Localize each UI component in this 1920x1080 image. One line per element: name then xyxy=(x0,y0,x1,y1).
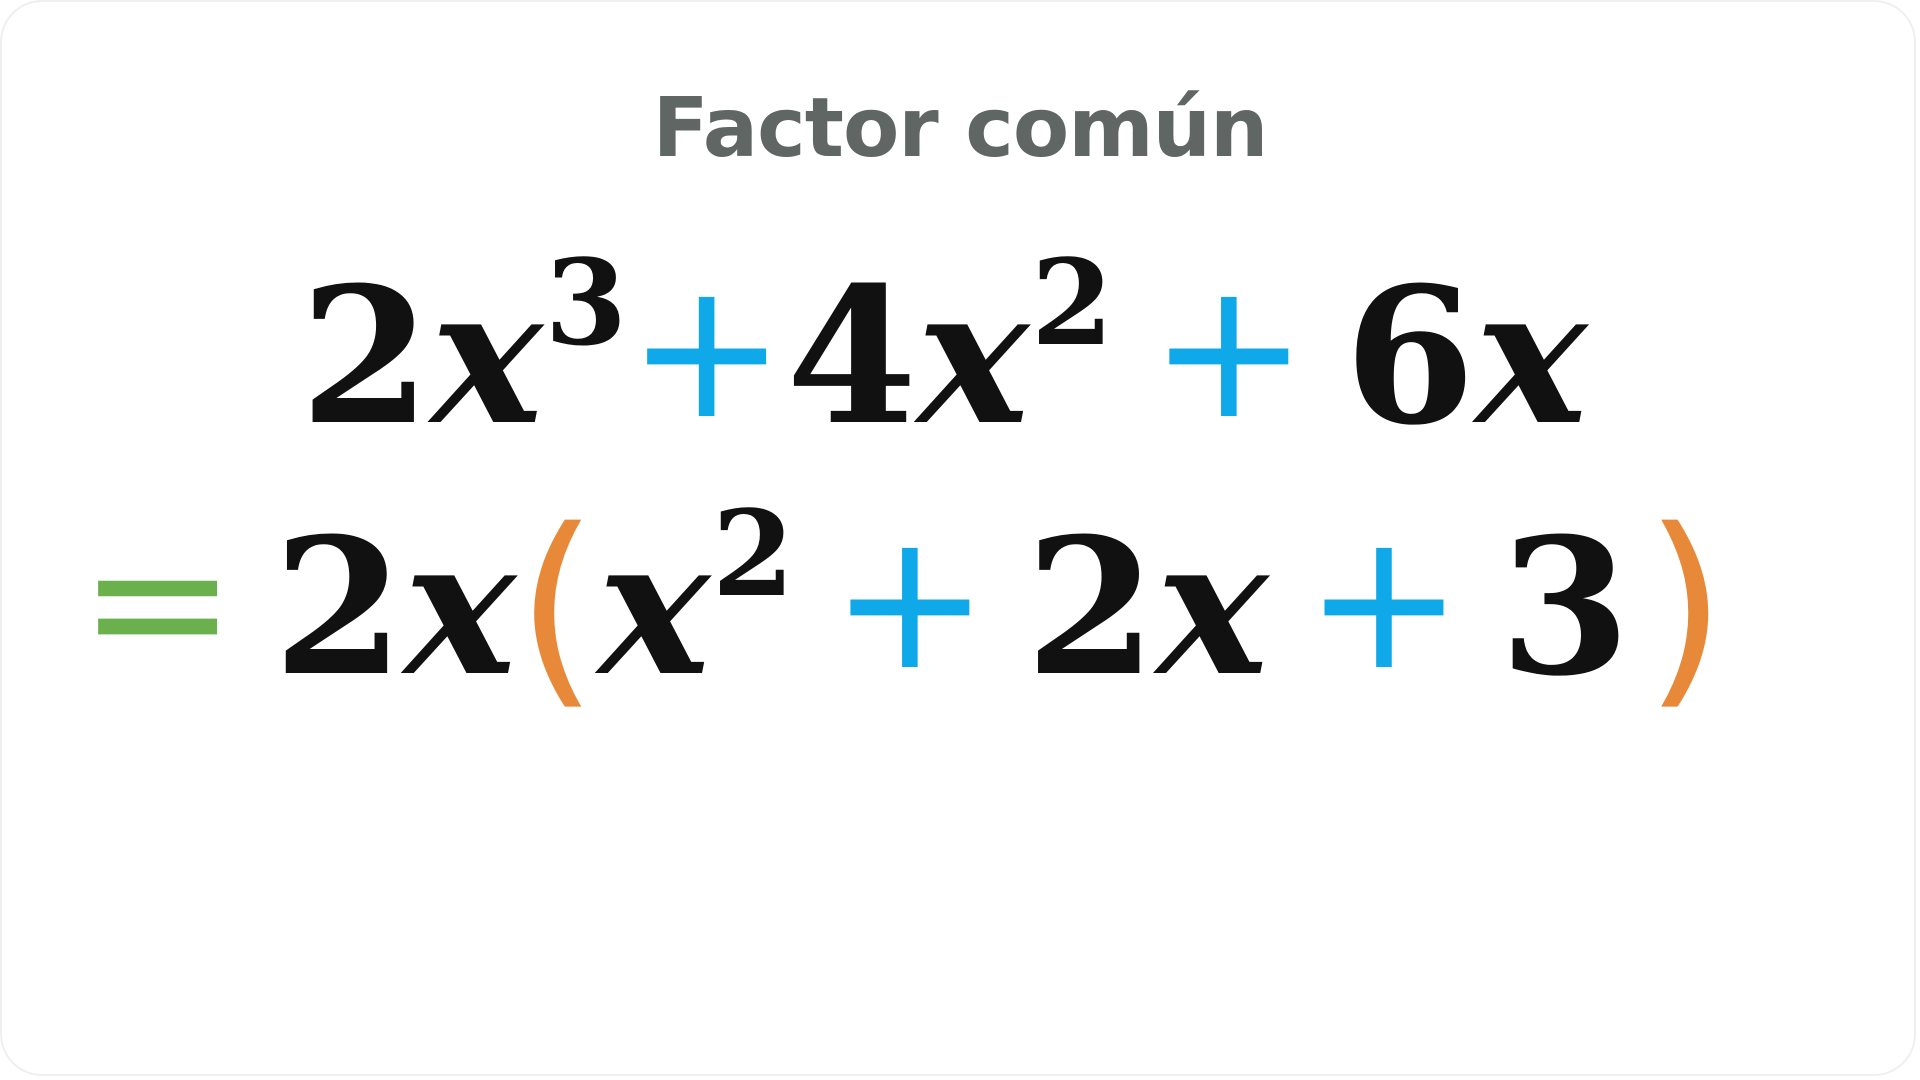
term-coefficient: 6 xyxy=(1344,246,1476,467)
term-variable: x xyxy=(1156,497,1269,718)
factor-variable: x xyxy=(404,497,517,718)
term-exponent: 3 xyxy=(544,233,628,372)
open-parenthesis: ( xyxy=(516,484,599,729)
term-exponent: 2 xyxy=(712,484,795,623)
term-coefficient: 4 xyxy=(786,246,918,467)
term-variable: x xyxy=(598,497,711,718)
equals-operator: = xyxy=(78,491,238,712)
plus-operator: + xyxy=(1304,491,1464,712)
close-parenthesis: ) xyxy=(1644,484,1727,729)
plus-operator: + xyxy=(830,491,990,712)
plus-operator: + xyxy=(1149,240,1309,461)
page-title: Factor común xyxy=(652,81,1268,176)
expression-line-2 xyxy=(78,484,1727,729)
term-exponent: 2 xyxy=(1031,233,1114,372)
factor-coefficient: 2 xyxy=(273,497,405,718)
term-coefficient: 2 xyxy=(300,246,431,467)
term-variable: x xyxy=(917,246,1030,467)
plus-operator: + xyxy=(627,240,787,461)
term-constant: 3 xyxy=(1499,497,1631,718)
term-variable: x xyxy=(1475,246,1588,467)
expression-line-1 xyxy=(300,233,1588,467)
term-variable: x xyxy=(430,246,543,467)
term-coefficient: 2 xyxy=(1025,497,1157,718)
